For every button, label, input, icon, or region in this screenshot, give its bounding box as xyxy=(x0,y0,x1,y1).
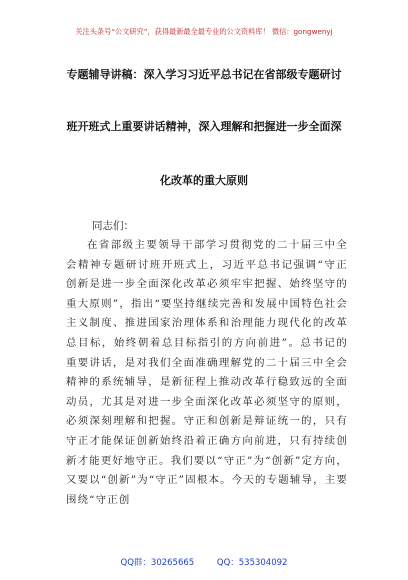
header-promo-note: 关注头条号“公文研究”，获得最新最全最专业的公文资料库！ 微信：gongwenyj xyxy=(75,27,333,36)
footer-qq-group: QQ群：30265665 xyxy=(120,558,195,568)
document-title-line-3: 化改革的重大原则 xyxy=(160,174,248,187)
salutation: 同志们： xyxy=(92,220,134,232)
document-title-line-1: 专题辅导讲稿：深入学习习近平总书记在省部级专题研讨 xyxy=(66,68,342,81)
document-title-line-2: 班开班式上重要讲话精神，深入理解和把握进一步全面深 xyxy=(66,120,342,133)
footer-qq-number: QQ：535304092 xyxy=(216,558,288,568)
footer-contact xyxy=(0,556,408,568)
body-paragraph: 在省部级主要领导干部学习贯彻党的二十届三中全会精神专题研讨班开班式上，习近平总书记强调“守正创新是进一步全面深化改革必须牢牢把握、始终坚守的重大原则”，指出“要坚持继续完善和发展中国特色社会主义制度、推进国家治理体系和治理能力现代化的改革总目标，始终朝着总目标指引的方向前进”。总书记的重要讲话，是对我们全面准确理解党的二十届三中全会精神的系统辅导，是新征程上推动改革行稳致远的全面动员，尤其是对进一步全面深化改革必须坚守的原则，必须深刻理解和把握。守正和创新是辩证统一的，只有守正才能保证创新始终沿着正确方向前进，只有持续创新才能更好地守正。我们要以“守正”为“创新”定方向，又要以“创新”为“守正”固根本。今天的专题辅导，主要围绕“守正创 xyxy=(66,239,348,506)
